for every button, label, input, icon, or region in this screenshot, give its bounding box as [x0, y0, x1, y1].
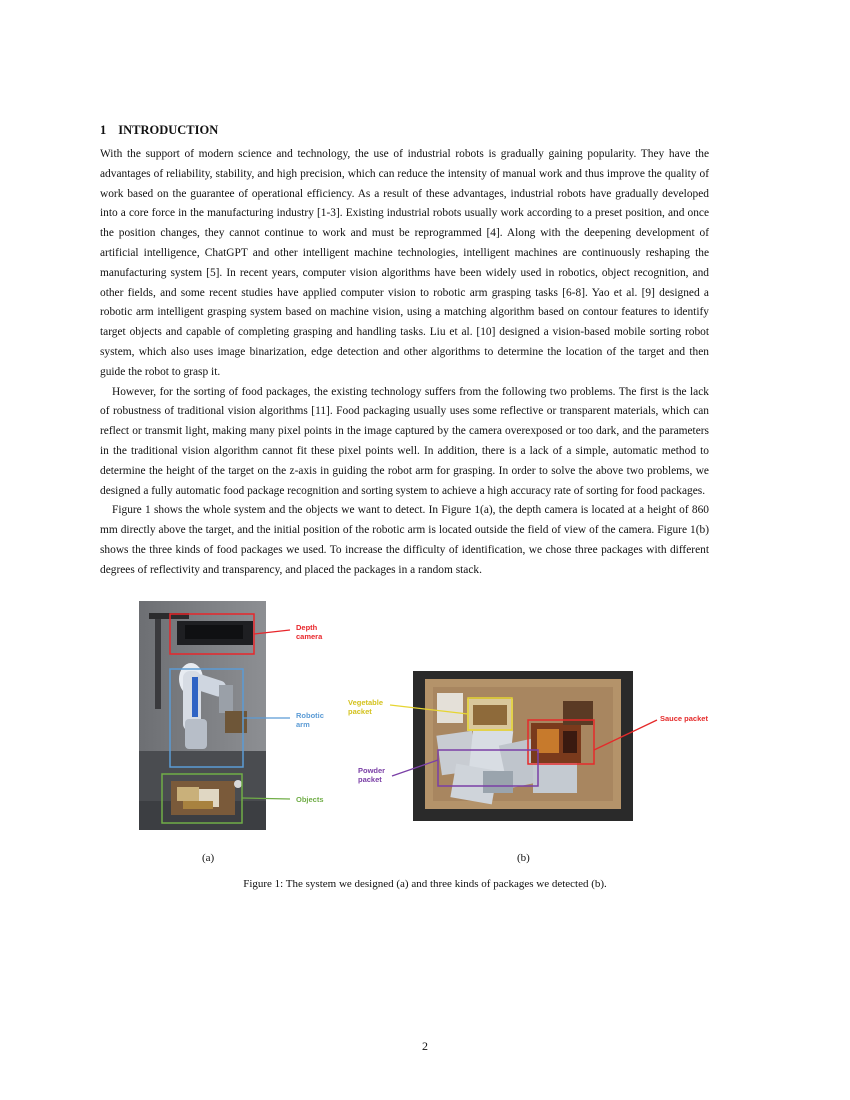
- objects-label: Objects: [296, 795, 324, 804]
- vegetable-box: [468, 698, 512, 730]
- powder-box: [438, 750, 538, 786]
- paragraph-2: However, for the sorting of food packages, the existing technology suffers from the following two problems. The first is the lack of robustness of traditional vision algorithms [11]. Food packaging usually uses some reflective or transparent materials, which can reflect or transmit light, making many pixel points in the image captured by the camera overexposed or too dark, and the parameters in the traditional vision algorithm cannot fit these pixel points well. In addition, there is a lack of a simple, automatic method to determine the height of the target on the z-axis in guiding the robot arm for grasping. In order to solve the above two problems, we designed a fully automatic food package recognition and sorting system to achieve a high accuracy rate of sorting for food packages.: [100, 385, 709, 497]
- powder-label-line2: packet: [358, 775, 382, 784]
- section-title: INTRODUCTION: [118, 123, 219, 137]
- figure-caption: Figure 1: The system we designed (a) and three kinds of packages we detected (b).: [243, 878, 607, 890]
- vegetable-connector: [390, 705, 468, 714]
- robotic-arm-label-line1: Robotic: [296, 711, 324, 720]
- objects-connector: [242, 798, 290, 799]
- section-number: 1: [100, 123, 107, 137]
- page-number: 2: [422, 1039, 428, 1053]
- paragraph-3: Figure 1 shows the whole system and the objects we want to detect. In Figure 1(a), the depth camera is located at a height of 860 mm directly above the target, and the initial position of the robotic arm is located outside the field of view of the camera. Figure 1(b) shows the three kinds of food packages we used. To increase the difficulty of identification, we chose three packages with different degrees of reflectivity and transparency, and placed the packages in a random stack.: [100, 504, 709, 576]
- objects-box: [162, 774, 242, 823]
- robotic-arm-box: [170, 669, 243, 767]
- depth-camera-label: [296, 623, 322, 641]
- depth-camera-label-line2: camera: [296, 632, 323, 641]
- vegetable-label-line2: packet: [348, 707, 372, 716]
- subcaption-a: (a): [202, 852, 215, 864]
- figure-b-annotations: [350, 690, 720, 820]
- paragraph-1: With the support of modern science and technology, the use of industrial robots is gradually gaining popularity. They have the advantages of reliability, stability, and high precision, which can reduce the intensity of manual work and thus improve the quality of work based on the guarantee of operational efficiency. As a result of these advantages, industrial robots have gradually developed into a core force in the manufacturing industry [1-3]. Existing industrial robots usually work according to a preset position, and once the position changes, they cannot continue to work and must be reprogrammed [4]. Along with the deepening development of artificial intelligence, ChatGPT and other intelligent machine technologies, intelligent machines are continuously reshaping the manufacturing system [5]. In recent years, computer vision algorithms have been widely used in robotics, object recognition, and other fields, and some recent studies have applied computer vision to robotic arm grasping tasks [6-8]. Yao et al. [9] designed a robotic arm intelligent grasping system based on machine vision, using a matching algorithm based on contour features to identify target objects and capable of completing grasping and handling tasks. Liu et al. [10] designed a vision-based mobile sorting robot system, which also uses image binarization, edge detection and other algorithms to determine the location of the target and then guide the robot to grasp it.: [100, 148, 709, 378]
- sauce-label: Sauce packet: [660, 714, 708, 723]
- depth-camera-box: [170, 614, 254, 654]
- robotic-arm-label: [296, 711, 324, 729]
- depth-camera-label-line1: Depth: [296, 623, 318, 632]
- powder-connector: [392, 760, 438, 776]
- depth-camera-connector: [254, 630, 290, 634]
- section-heading: [100, 123, 218, 138]
- vegetable-label-line1: Vegetable: [348, 698, 384, 707]
- sauce-connector: [594, 720, 657, 750]
- powder-label-line1: Powder: [358, 766, 386, 775]
- body-text: [100, 145, 709, 581]
- vegetable-label: [348, 698, 383, 716]
- robotic-arm-label-line2: arm: [296, 720, 310, 729]
- powder-label: [358, 766, 385, 784]
- subcaption-b: (b): [517, 852, 530, 864]
